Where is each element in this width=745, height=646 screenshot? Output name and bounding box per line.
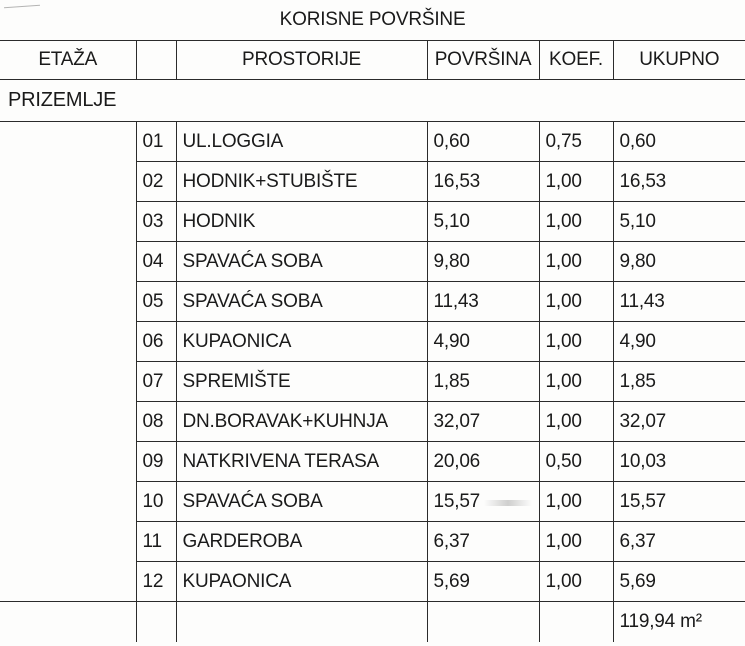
room-total: 10,03 [613, 442, 745, 482]
floor-column-cell [0, 202, 136, 242]
room-area: 4,90 [427, 322, 539, 362]
table-title: KORISNE POVRŠINE [0, 0, 745, 41]
room-coefficient: 1,00 [539, 522, 613, 562]
room-area: 32,07 [427, 402, 539, 442]
floor-column-cell [0, 522, 136, 562]
room-number: 01 [136, 122, 176, 162]
floor-column-cell [0, 402, 136, 442]
total-row [0, 602, 745, 643]
table-row [0, 122, 745, 162]
room-name: HODNIK [176, 202, 427, 242]
grand-total: 119,94 m² [613, 602, 745, 643]
room-total: 1,85 [613, 362, 745, 402]
room-coefficient: 0,50 [539, 442, 613, 482]
room-total: 11,43 [613, 282, 745, 322]
room-name: SPREMIŠTE [176, 362, 427, 402]
table-row [0, 482, 745, 522]
table-row [0, 522, 745, 562]
room-area: 1,85 [427, 362, 539, 402]
floor-name: PRIZEMLJE [0, 80, 745, 122]
room-area: 5,69 [427, 562, 539, 602]
room-total: 0,60 [613, 122, 745, 162]
table-row [0, 562, 745, 602]
room-number: 02 [136, 162, 176, 202]
room-area: 15,57 [427, 482, 539, 522]
table-row [0, 442, 745, 482]
room-coefficient: 1,00 [539, 162, 613, 202]
floor-column-cell [0, 562, 136, 602]
room-number: 04 [136, 242, 176, 282]
room-number: 12 [136, 562, 176, 602]
floor-column-cell [0, 242, 136, 282]
room-name: DN.BORAVAK+KUHNJA [176, 402, 427, 442]
room-number: 06 [136, 322, 176, 362]
table-row [0, 402, 745, 442]
floor-column-cell [0, 442, 136, 482]
room-area: 9,80 [427, 242, 539, 282]
total-empty-floor [0, 602, 136, 643]
header-number [136, 41, 176, 80]
room-coefficient: 1,00 [539, 242, 613, 282]
room-area: 11,43 [427, 282, 539, 322]
room-number: 09 [136, 442, 176, 482]
room-coefficient: 1,00 [539, 362, 613, 402]
room-total: 15,57 [613, 482, 745, 522]
room-total: 4,90 [613, 322, 745, 362]
table-row [0, 242, 745, 282]
header-area: POVRŠINA [427, 41, 539, 80]
floor-column-cell [0, 162, 136, 202]
room-number: 10 [136, 482, 176, 522]
header-coef: KOEF. [539, 41, 613, 80]
room-coefficient: 1,00 [539, 482, 613, 522]
room-total: 32,07 [613, 402, 745, 442]
floor-column-cell [0, 482, 136, 522]
room-area: 20,06 [427, 442, 539, 482]
room-coefficient: 1,00 [539, 322, 613, 362]
room-coefficient: 1,00 [539, 202, 613, 242]
title-row [0, 0, 745, 41]
room-area: 6,37 [427, 522, 539, 562]
room-total: 9,80 [613, 242, 745, 282]
header-row [0, 41, 745, 80]
room-total: 16,53 [613, 162, 745, 202]
room-number: 08 [136, 402, 176, 442]
total-empty-area [427, 602, 539, 643]
room-name: KUPAONICA [176, 562, 427, 602]
total-empty-rooms [176, 602, 427, 643]
floor-column-cell [0, 282, 136, 322]
floor-row [0, 80, 745, 122]
room-number: 03 [136, 202, 176, 242]
room-total: 5,69 [613, 562, 745, 602]
table-row [0, 362, 745, 402]
header-rooms: PROSTORIJE [176, 41, 427, 80]
room-coefficient: 1,00 [539, 402, 613, 442]
room-coefficient: 1,00 [539, 282, 613, 322]
room-name: NATKRIVENA TERASA [176, 442, 427, 482]
room-coefficient: 1,00 [539, 562, 613, 602]
room-name: GARDEROBA [176, 522, 427, 562]
table-row [0, 202, 745, 242]
room-area: 16,53 [427, 162, 539, 202]
room-number: 11 [136, 522, 176, 562]
room-area: 5,10 [427, 202, 539, 242]
room-name: HODNIK+STUBIŠTE [176, 162, 427, 202]
room-total: 5,10 [613, 202, 745, 242]
floor-column-cell [0, 322, 136, 362]
room-coefficient: 0,75 [539, 122, 613, 162]
table-row [0, 162, 745, 202]
room-number: 07 [136, 362, 176, 402]
header-floor: ETAŽA [0, 41, 136, 80]
floor-column-cell [0, 122, 136, 162]
floor-column-cell [0, 362, 136, 402]
header-total: UKUPNO [613, 41, 745, 80]
total-empty-coef [539, 602, 613, 643]
room-total: 6,37 [613, 522, 745, 562]
room-area: 0,60 [427, 122, 539, 162]
table-row [0, 322, 745, 362]
room-name: UL.LOGGIA [176, 122, 427, 162]
table-row [0, 282, 745, 322]
room-number: 05 [136, 282, 176, 322]
room-name: SPAVAĆA SOBA [176, 242, 427, 282]
room-name: SPAVAĆA SOBA [176, 282, 427, 322]
room-name: KUPAONICA [176, 322, 427, 362]
room-name: SPAVAĆA SOBA [176, 482, 427, 522]
scan-artifact [484, 500, 532, 506]
total-empty-number [136, 602, 176, 643]
